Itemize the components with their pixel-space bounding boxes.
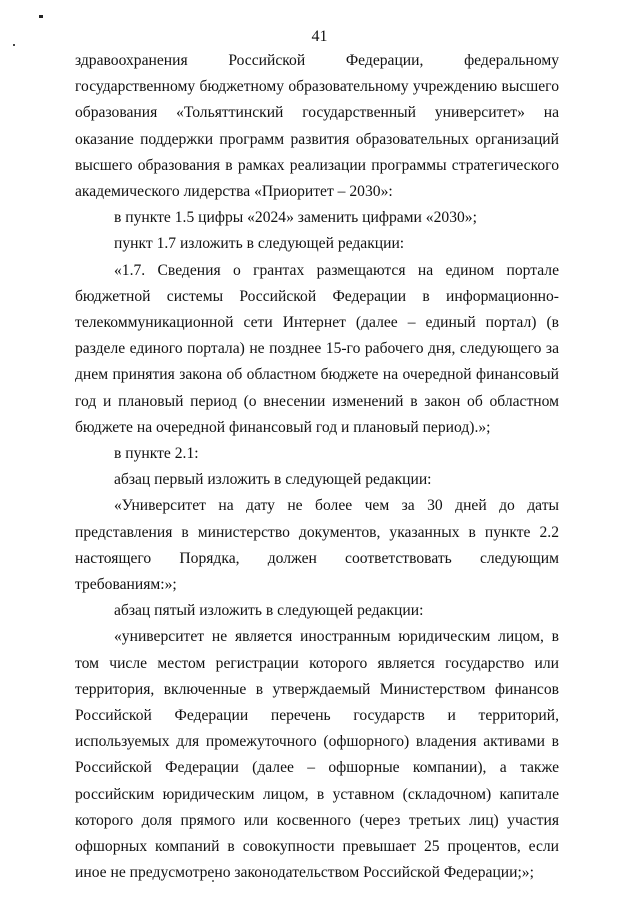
page-number: 41 — [311, 28, 328, 45]
document-body — [75, 48, 559, 887]
paragraph-clause-1-7-text: «1.7. Сведения о грантах размещаются на едином портале бюджетной системы Российской Федерации в информационно-телекоммуникационной сети Интернет (далее – единый портал) (в разделе единого портала) не позднее 15-го рабочего дня, следующего за днем принятия закона об областном бюджете на очередной финансовый год и плановый период (о внесении изменений в закон об областном бюджете на очередной финансовый год и плановый период).»; — [75, 261, 559, 436]
paragraph-continuation: здравоохранения Российской Федерации, федеральному государственному бюджетному образовательному учреждению высшего образования «Тольяттинский государственный университет» на оказание поддержки программ развития образовательных организаций высшего образования в рамках реализации программы стратегического академического лидерства «Приоритет – 2030»: — [75, 52, 559, 201]
paragraph-first-abzac-intro: абзац первый изложить в следующей редакции: — [114, 471, 432, 489]
paragraph-clause-2-1: в пункте 2.1: — [114, 445, 199, 463]
scan-mark — [39, 15, 43, 18]
paragraph-clause-1-5: в пункте 1.5 цифры «2024» заменить цифрами «2030»; — [114, 209, 477, 227]
paragraph-fifth-abzac-intro: абзац пятый изложить в следующей редакции: — [114, 602, 424, 620]
paragraph-fifth-abzac-text: «университет не является иностранным юридическим лицом, в том числе местом регистрации которого является государство или территория, включенные в утверждаемый Министерством финансов Российской Федерации перечень государств и территорий, используемых для промежуточного (офшорного) владения активами в Российской Федерации (далее – офшорные компании), а также российским юридическим лицом, в уставном (складочном) капитале которого доля прямого или косвенного (через третьих лиц) участия офшорных компаний в совокупности превышает 25 процентов, если иное не предусмотрено законодательством Российской Федерации;»; — [75, 628, 559, 882]
paragraph-clause-1-7-intro: пункт 1.7 изложить в следующей редакции: — [114, 235, 405, 253]
paragraph-first-abzac-text: «Университет на дату не более чем за 30 дней до даты представления в министерство документов, указанных в пункте 2.2 настоящего Порядка, должен соответствовать следующим требованиям:»; — [75, 497, 559, 594]
